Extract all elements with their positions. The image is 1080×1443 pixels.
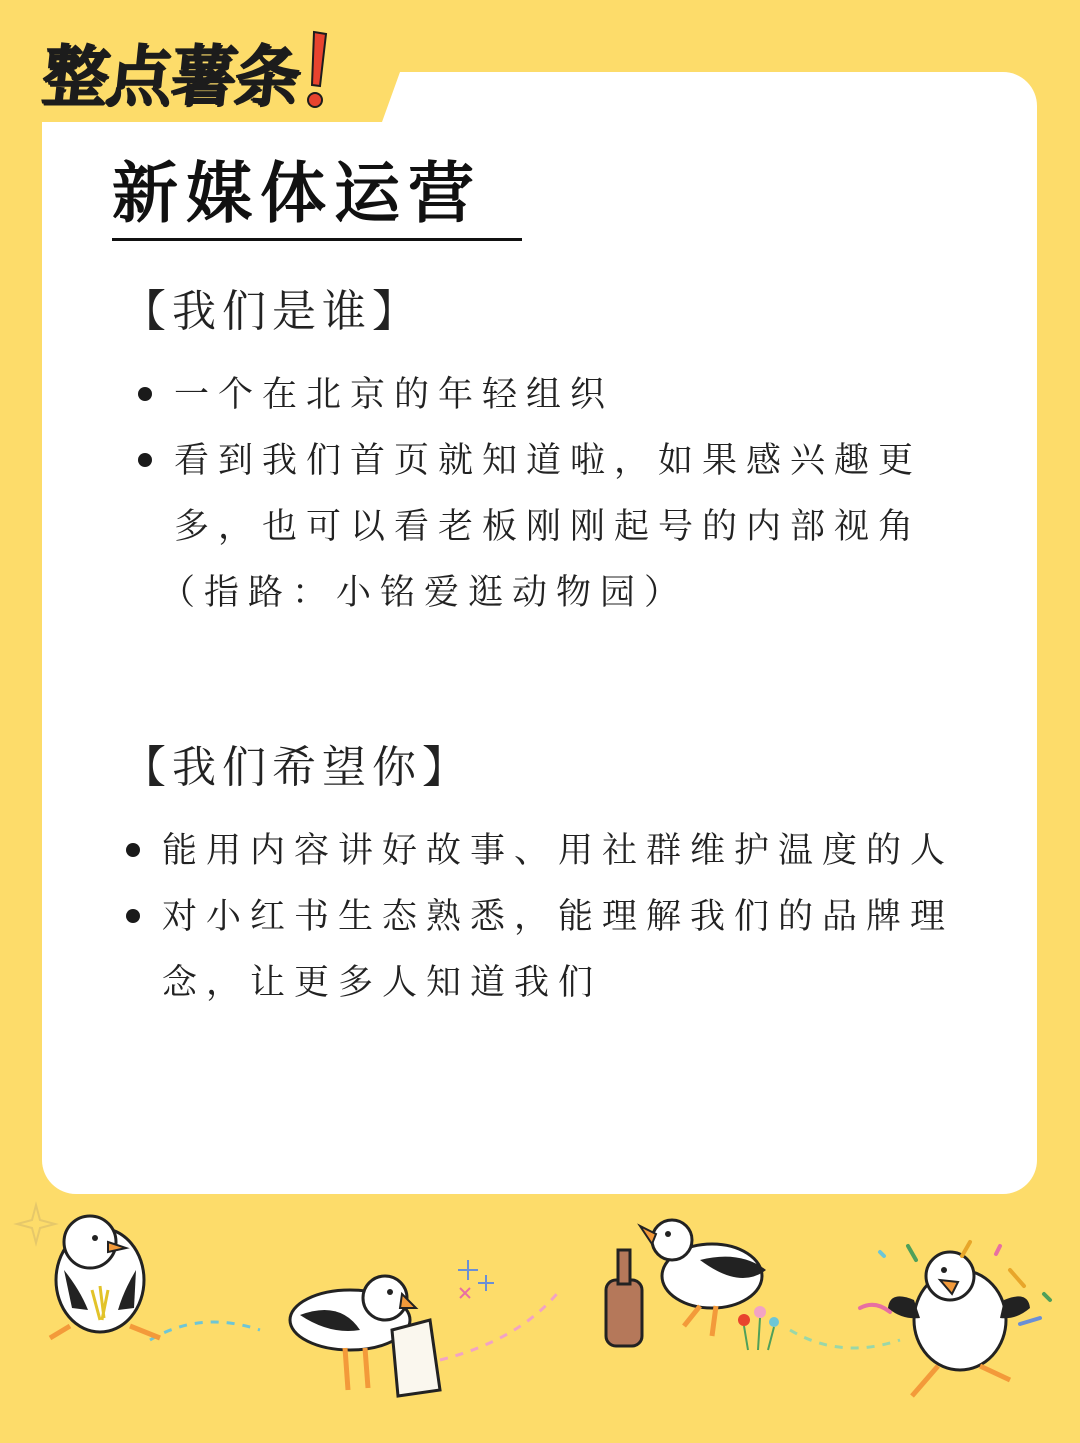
bullet-list-hope (162, 818, 954, 1016)
paper-icon (392, 1320, 440, 1396)
list-item (174, 362, 922, 428)
list-item-text: 一个在北京的年轻组织 (174, 375, 615, 415)
exclamation-icon (306, 30, 328, 114)
section-heading-who: 【我们是谁】 (122, 286, 422, 337)
brand-logo (38, 26, 302, 116)
list-item-text-line: （指路：小铭爱逛动物园） (160, 573, 689, 613)
list-item-text-line: 多，也可以看老板刚刚起号的内部视角 (174, 507, 923, 547)
sparkle-icon (458, 1260, 494, 1291)
sparkle-icon (460, 1288, 470, 1298)
brand-logo-text: 整点薯条 (38, 38, 303, 115)
bullet-list-who (160, 362, 923, 626)
dashed-path-decor (150, 1322, 260, 1340)
bullet-dot-icon (126, 843, 140, 857)
list-item-text-line: 对小红书生态熟悉，能理解我们的品牌理 (162, 897, 955, 937)
section-heading-hope: 【我们希望你】 (122, 742, 472, 793)
seagull-icon (50, 1216, 160, 1338)
list-item (160, 428, 923, 626)
seagull-icon (888, 1252, 1030, 1396)
bottle-icon (606, 1250, 642, 1346)
list-item (162, 818, 954, 884)
title-underline (112, 238, 522, 241)
dashed-path-decor (790, 1330, 900, 1348)
decorative-illustrations (0, 1190, 1080, 1443)
list-item-text-line: 念，让更多人知道我们 (162, 963, 603, 1003)
list-item-text: 能用内容讲好故事、用社群维护温度的人 (162, 831, 955, 871)
bullet-dot-icon (138, 387, 152, 401)
flowers-icon (738, 1306, 779, 1350)
list-item-text-line: 看到我们首页就知道啦，如果感兴趣更 (174, 441, 923, 481)
bullet-dot-icon (126, 909, 140, 923)
sparkle-icon (17, 1205, 55, 1243)
page-title: 新媒体运营 (112, 154, 482, 232)
dashed-path-decor (440, 1290, 560, 1360)
bullet-dot-icon (138, 453, 152, 467)
list-item (162, 884, 954, 1016)
